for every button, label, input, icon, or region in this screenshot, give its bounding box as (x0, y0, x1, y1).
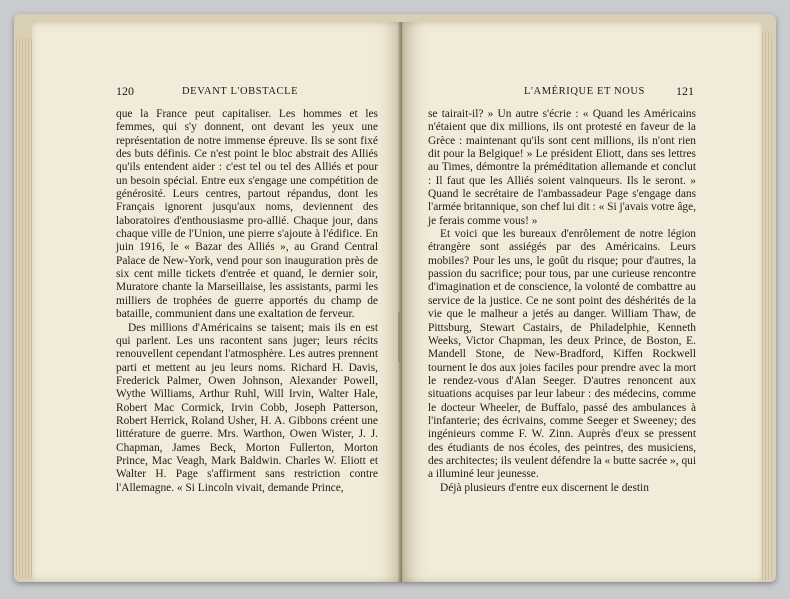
left-running-head: DEVANT L'OBSTACLE (182, 86, 299, 97)
right-page-number: 121 (676, 84, 694, 98)
right-paragraph-3: Déjà plusieurs d'entre eux discernent le destin (440, 481, 649, 494)
right-paragraph-2: Et voici que les bureaux d'enrôlement de notre légion étrangère sont assiégés par des Américains. Leurs mobiles? Pour les uns, le goût du risque; pour d'autres, la passion du sacrifice; pour tous, par une curieuse rencontre d'imagination et de conscience, la volonté de combattre au service de la justice. Ce ne sont point des déshérités de la vie que le malheur a jetés au danger. William Thaw, de Pittsburg, Stewart Castairs, de Philadelphie, Kenneth Weeks, Victor Chapman, les deux Prince, de Boston, E. Mandell Stone, de New-Bradford, Kiffen Rockwell tournent le dos aux joies faciles pour prendre avec la mort le rendez-vous d'Alan Seeger. D'autres renoncent aux situations acquises par leur labeur : des médecins, comme le docteur Wheeler, de Buffalo, passé des ambulances à l'infanterie; des écrivains, comme Seeger et Sweeney; des ingénieurs comme F. W. Zinn. Auprès d'eux se pressent des étudiants de nos écoles, des peintres, des musiciens, des architectes; ils veulent défendre la « butte sacrée », qui a illuminé leur jeunesse. (428, 228, 696, 481)
left-paragraph-2: Des millions d'Américains se taisent; mais ils en est qui parlent. Les uns racontent sans juger; leurs récits renouvellent cependant l'atmosphère. Les autres prennent parti et mettent au jeu leurs noms. Richard H. Davis, Frederick Palmer, Owen Johnson, Alexander Powell, Wythe Williams, Arthur Ruhl, Will Irvin, Walter Hale, Robert Mac Cormick, Irvin Cobb, Joseph Patterson, Robert Herrick, Roland Usher, H. A. Gibbons créent une littérature de guerre. Mrs. Warthon, Owen Wister, J. J. Chapman, James Beck, Morton Fullerton, Morton Prince, Mac Veagh, Mark Baldwin. Charles W. Eliott et Walter H. Page s'affirment sans restriction contre l'Allemagne. « Si Lincoln vivait, demande Prince, (116, 321, 378, 494)
left-page (32, 22, 402, 582)
left-page-number: 120 (116, 84, 134, 98)
page-edges-left (16, 38, 32, 578)
left-paragraph-1: que la France peut capitaliser. Les hommes et les femmes, qui s'y donnent, ont devant les yeux une représentation de notre immense épreuve. Ils se sont fixé des buts définis. Ce n'est point le bloc abstrait des Alliés qu'ils entendent aider : c'est tel ou tel des Alliés et pour un besoin spécial. Entre eux s'engage une compétition de générosité. Leurs centres, partout répandus, dont les Français ignorent jusqu'aux noms, deviennent des laboratoires d'enthousiasme pro-allié. Chaque jour, dans chaque ville de l'Union, une pierre s'ajoute à l'édifice. En juin 1916, le « Bazar des Alliés », au Grand Central Palace de New-York, vend pour son inauguration près de six cent mille tickets d'entrée et quand, le dernier soir, Muratore chante la Marseillaise, les assistants, parmi les milliers de trophées de guerre apportés du champ de bataille, communient dans une exaltation de ferveur. (116, 108, 378, 321)
left-page-text (116, 108, 378, 495)
right-paragraph-1: se tairait-il? » Un autre s'écrie : « Quand les Américains n'étaient que dix millions, ils ont protesté en faveur de la Grèce : maintenant qu'ils sont cent millions, ils n'ont rien dit pour la Belgique! » Le président Eliott, dans ses lettres au Times, démontre la préméditation allemande et conclut : Il faut que les Alliés soient vainqueurs. Ils le seront. » Quand le secrétaire de l'ambassadeur Page s'engage dans l'armée britannique, son chef lui dit : « Si j'avais votre âge, je ferais comme vous! » (428, 108, 696, 227)
open-book (14, 14, 776, 582)
right-page-text (428, 108, 696, 495)
right-running-head: L'AMÉRIQUE ET NOUS (524, 86, 645, 97)
right-page (402, 22, 762, 582)
